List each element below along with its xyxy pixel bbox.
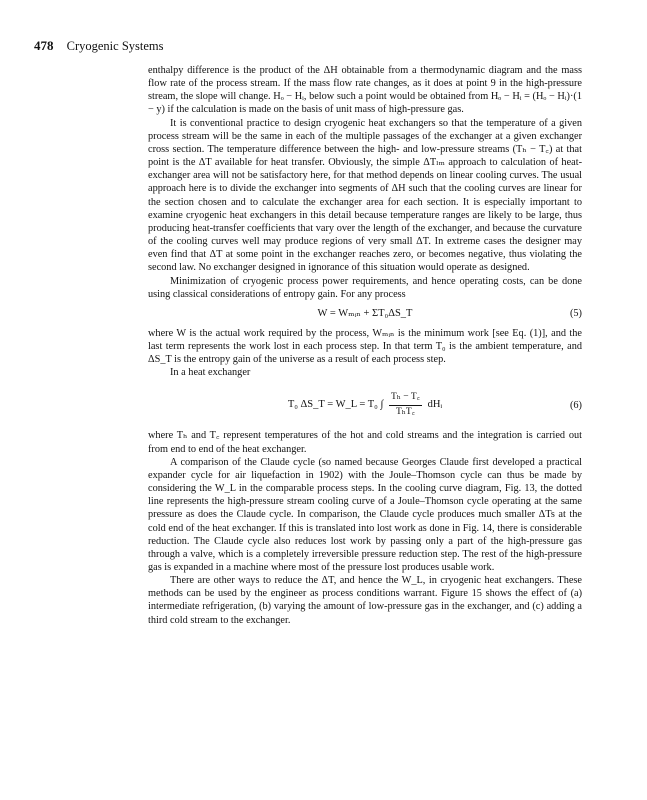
body-text [148,64,582,627]
equation-6-numerator: Tₕ − T꜀ [389,391,422,405]
equation-5-number: (5) [569,307,582,319]
paragraph-8: There are other ways to reduce the ΔT, and hence the W_L, in cryogenic heat exchangers. These methods can be used by the engineer as process conditions warrant. Figure 15 shows the effect of (a) intermediate refrigeration, (b) varying the amount of low-pressure gas in the exchanger, and (c) adding a third cold stream to the exchanger. [148,575,582,626]
paragraph-4: where W is the actual work required by the process, Wₘᵢₙ is the minimum work [see Eq. (1)], and the last term represents the work lost in each process step. In that term T₀ is the ambient temperature, and ΔS_T is the entropy gain of the universe as a result of each process step. [148,327,582,366]
page-number: 478 [34,38,54,53]
running-title: Cryogenic Systems [66,39,164,53]
paragraph-6: where Tₕ and T꜀ represent temperatures of the hot and cold streams and the integration is carried out from end to end of the heat exchanger. [148,430,582,455]
equation-6 [148,379,582,429]
paragraph-1: enthalpy difference is the product of the ΔH obtainable from a thermodynamic diagram and the mass flow rate of the process stream. If the mass flow rate changes, as it does at point 9 in the high-pressure stream, the slope will change. Hₒ − Hᵢ, below such a point would be obtained from Hₒ − Hᵢ = (Hₒ − Hᵢ)·(1 − y) if the calculation is made on the basis of unit mass of high-pressure gas. [148,65,582,116]
equation-6-expression [148,391,582,418]
equation-6-differential: dHᵢ [427,399,443,411]
equation-6-denominator: TₕT꜀ [395,406,415,417]
equation-5-expression: W = Wₘᵢₙ + ΣT₀ΔS_T [317,307,413,319]
paragraph-3: Minimization of cryogenic process power requirements, and hence operating costs, can be done using classical considerations of entropy gain. For any process [148,275,582,300]
equation-6-number: (6) [569,400,582,412]
equation-6-lhs: T₀ ΔS_T = W_L = T₀ ∫ [287,399,384,411]
paragraph-7: A comparison of the Claude cycle (so named because Georges Claude first developed a practical expander cycle for air liquefaction in 1902) with the Joule–Thomson cycle can thus be made by considering the W_L in the comparable process steps. In the cooling curve diagram, Fig. 13, the dotted line represents the high-pressure stream cooling curve of a Joule–Thomson cycle operating at the same pressure as does the Claude cycle. In comparison, the Claude cycle produces much smaller ΔTs at the cold end of the heat exchanger. If this is translated into lost work as done in Fig. 14, there is considerable reduction. The Claude cycle also reduces lost work by passing only a part of the high-pressure gas through a valve, which is a completely irreversible pressure reduction step. The rest of the high-pressure gas is expanded in a machine where most of the pressure lost produces usable work. [148,456,582,573]
paragraph-2: It is conventional practice to design cryogenic heat exchangers so that the temperature of a given process stream will be the same in each of the multiple passages of the exchanger at a given exchanger cross section. The temperature difference between the high- and low-pressure streams (Tₕ − T꜀) at that point is the ΔT available for heat transfer. Obviously, the simple ΔTₗₘ approach to calculation of heat-exchanger area will not be satisfactory here, for that method depends on linear cooling curves. The usual approach here is to divide the exchanger into segments of ΔH such that the cooling curves are linear for the section chosen and to calculate the exchanger area for each section. It is especially important to examine cryogenic heat exchangers in this detail because temperature ranges are likely to be large, thus producing heat-transfer coefficients that vary over the length of the exchanger, and because the curvature of the cooling curves well may produce regions of very small ΔT. In extreme cases the designer may even find that ΔT at some point in the exchanger reaches zero, or becomes negative, thus violating the second law. No exchanger designed in ignorance of this situation would operate as designed. [148,117,582,274]
equation-5 [148,301,582,327]
equation-6-fraction [389,391,422,418]
page-header [34,38,164,54]
paragraph-5: In a heat exchanger [170,367,251,379]
